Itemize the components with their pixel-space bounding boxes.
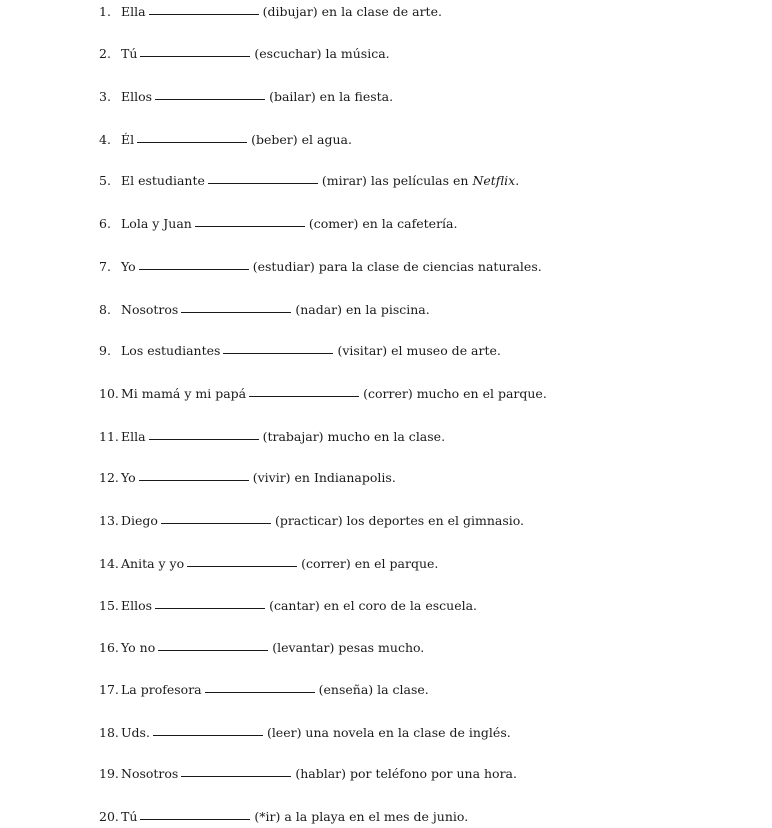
answer-blank[interactable] bbox=[137, 141, 247, 143]
exercise-subject: Diego bbox=[121, 513, 158, 528]
exercise-subject: La profesora bbox=[121, 682, 202, 697]
exercise-prompt: (leer) una novela en la clase de inglés. bbox=[266, 725, 511, 740]
exercise-4 bbox=[0, 130, 352, 150]
exercise-subject: Tú bbox=[121, 46, 138, 61]
exercise-number: 7. bbox=[99, 259, 111, 274]
exercise-3 bbox=[0, 87, 393, 107]
exercise-16 bbox=[0, 638, 424, 658]
answer-blank[interactable] bbox=[205, 691, 315, 693]
exercise-number: 6. bbox=[99, 216, 111, 231]
exercise-number: 14. bbox=[99, 556, 119, 571]
exercise-19 bbox=[0, 764, 517, 784]
answer-blank[interactable] bbox=[158, 649, 268, 651]
answer-blank[interactable] bbox=[155, 607, 265, 609]
exercise-prompt: (cantar) en el coro de la escuela. bbox=[269, 598, 478, 613]
exercise-5 bbox=[0, 171, 519, 191]
exercise-prompt: (visitar) el museo de arte. bbox=[337, 343, 501, 358]
exercise-11 bbox=[0, 427, 445, 447]
exercise-subject: Yo bbox=[121, 470, 136, 485]
exercise-6 bbox=[0, 214, 457, 234]
exercise-number: 1. bbox=[99, 4, 111, 19]
exercise-2 bbox=[0, 44, 390, 64]
exercise-number: 16. bbox=[99, 640, 119, 655]
exercise-subject: Los estudiantes bbox=[121, 343, 221, 358]
answer-blank[interactable] bbox=[195, 225, 305, 227]
exercise-subject: Anita y yo bbox=[121, 556, 185, 571]
exercise-subject: Tú bbox=[121, 809, 138, 824]
exercise-number: 8. bbox=[99, 302, 111, 317]
answer-blank[interactable] bbox=[149, 438, 259, 440]
exercise-prompt: (vivir) en Indianapolis. bbox=[252, 470, 396, 485]
exercise-prompt: (correr) en el parque. bbox=[301, 556, 439, 571]
exercise-prompt: (beber) el agua. bbox=[251, 132, 352, 147]
exercise-subject: Uds. bbox=[121, 725, 150, 740]
answer-blank[interactable] bbox=[187, 565, 297, 567]
exercise-7 bbox=[0, 257, 542, 277]
exercise-subject: Ellos bbox=[121, 598, 153, 613]
exercise-number: 2. bbox=[99, 46, 111, 61]
exercise-prompt bbox=[322, 171, 519, 191]
exercise-subject: Mi mamá y mi papá bbox=[121, 386, 247, 401]
exercise-13 bbox=[0, 511, 524, 531]
exercise-number: 13. bbox=[99, 513, 119, 528]
exercise-prompt: (hablar) por teléfono por una hora. bbox=[295, 766, 517, 781]
prompt-italic-text: Netflix bbox=[472, 173, 516, 188]
answer-blank[interactable] bbox=[181, 775, 291, 777]
answer-blank[interactable] bbox=[161, 522, 271, 524]
exercise-prompt: (dibujar) en la clase de arte. bbox=[262, 4, 442, 19]
exercise-prompt: (escuchar) la música. bbox=[254, 46, 390, 61]
exercise-subject: El estudiante bbox=[121, 173, 205, 188]
exercise-number: 10. bbox=[99, 386, 119, 401]
exercise-prompt: (*ir) a la playa en el mes de junio. bbox=[254, 809, 469, 824]
exercise-number: 17. bbox=[99, 682, 119, 697]
exercise-number: 15. bbox=[99, 598, 119, 613]
exercise-subject: Ella bbox=[121, 4, 146, 19]
exercise-subject: Nosotros bbox=[121, 302, 179, 317]
prompt-end: . bbox=[515, 173, 520, 188]
exercise-subject: Nosotros bbox=[121, 766, 179, 781]
exercise-17 bbox=[0, 680, 429, 700]
exercise-number: 5. bbox=[99, 173, 111, 188]
exercise-number: 11. bbox=[99, 429, 119, 444]
answer-blank[interactable] bbox=[223, 352, 333, 354]
exercise-prompt: (levantar) pesas mucho. bbox=[272, 640, 425, 655]
exercise-number: 19. bbox=[99, 766, 119, 781]
exercise-15 bbox=[0, 596, 477, 616]
exercise-subject: Yo no bbox=[121, 640, 156, 655]
exercise-subject: Él bbox=[121, 132, 135, 147]
exercise-1 bbox=[0, 2, 442, 22]
exercise-number: 18. bbox=[99, 725, 119, 740]
exercise-number: 20. bbox=[99, 809, 119, 824]
exercise-18 bbox=[0, 723, 511, 743]
answer-blank[interactable] bbox=[208, 182, 318, 184]
prompt-text: (mirar) las películas en bbox=[321, 173, 473, 188]
exercise-prompt: (bailar) en la fiesta. bbox=[269, 89, 394, 104]
exercise-prompt: (nadar) en la piscina. bbox=[295, 302, 430, 317]
answer-blank[interactable] bbox=[155, 98, 265, 100]
exercise-8 bbox=[0, 300, 430, 320]
answer-blank[interactable] bbox=[140, 55, 250, 57]
exercise-subject: Lola y Juan bbox=[121, 216, 192, 231]
exercise-subject: Ella bbox=[121, 429, 146, 444]
exercise-prompt: (enseña) la clase. bbox=[318, 682, 429, 697]
exercise-10 bbox=[0, 384, 547, 404]
exercise-12 bbox=[0, 468, 396, 488]
answer-blank[interactable] bbox=[149, 13, 259, 15]
exercise-subject: Ellos bbox=[121, 89, 153, 104]
exercise-number: 3. bbox=[99, 89, 111, 104]
exercise-prompt: (estudiar) para la clase de ciencias naturales. bbox=[252, 259, 542, 274]
exercise-20 bbox=[0, 807, 468, 827]
answer-blank[interactable] bbox=[139, 479, 249, 481]
exercise-number: 12. bbox=[99, 470, 119, 485]
answer-blank[interactable] bbox=[139, 268, 249, 270]
answer-blank[interactable] bbox=[140, 818, 250, 820]
answer-blank[interactable] bbox=[181, 311, 291, 313]
exercise-prompt: (correr) mucho en el parque. bbox=[363, 386, 547, 401]
exercise-prompt: (practicar) los deportes en el gimnasio. bbox=[274, 513, 525, 528]
exercise-subject: Yo bbox=[121, 259, 136, 274]
exercise-number: 4. bbox=[99, 132, 111, 147]
exercise-9 bbox=[0, 341, 501, 361]
exercise-prompt: (trabajar) mucho en la clase. bbox=[262, 429, 446, 444]
exercise-14 bbox=[0, 554, 438, 574]
answer-blank[interactable] bbox=[249, 395, 359, 397]
exercise-prompt: (comer) en la cafetería. bbox=[308, 216, 458, 231]
answer-blank[interactable] bbox=[153, 734, 263, 736]
exercise-number: 9. bbox=[99, 343, 111, 358]
